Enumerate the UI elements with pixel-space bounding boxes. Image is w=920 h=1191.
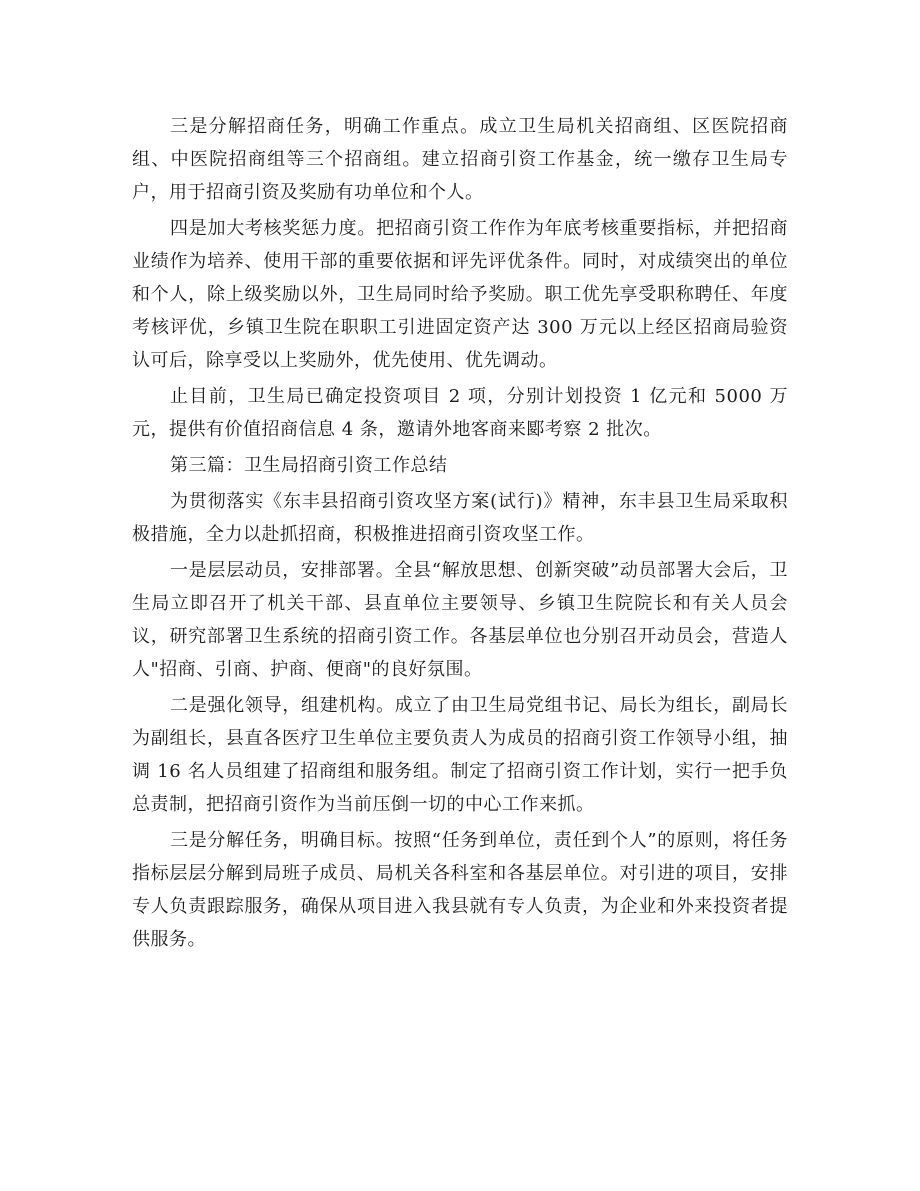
paragraph-targets: 三是分解任务，明确目标。按照“任务到单位，责任到个人”的原则，将任务指标层层分解到局班子成员、局机关各科室和各基层单位。对引进的项目，安排专人负责跟踪服务，确保从项目进入我县就有专人负责，为企业和外来投资者提供服务。 xyxy=(132,830,788,950)
paragraph-progress: 止目前，卫生局已确定投资项目 2 项，分别计划投资 1 亿元和 5000 万元，提供有价值招商信息 4 条，邀请外地客商来郾考察 2 批次。 xyxy=(132,386,788,440)
paragraph-intro: 为贯彻落实《东丰县招商引资攻坚方案(试行)》精神，东丰县卫生局采取积极措施，全力以赴抓招商，积极推进招商引资攻坚工作。 xyxy=(132,491,788,545)
paragraph-mobilization: 一是层层动员，安排部署。全县“解放思想、创新突破”动员部署大会后，卫生局立即召开了机关干部、县直单位主要领导、乡镇卫生院院长和有关人员会议，研究部署卫生系统的招商引资工作。各基层单位也分别召开动员会，营造人人"招商、引商、护商、便商"的良好氛围。 xyxy=(132,560,788,680)
paragraph-task-breakdown: 三是分解招商任务，明确工作重点。成立卫生局机关招商组、区医院招商组、中医院招商组等三个招商组。建立招商引资工作基金，统一缴存卫生局专户，用于招商引资及奖励有功单位和个人。 xyxy=(132,116,788,203)
section-heading: 第三篇：卫生局招商引资工作总结 xyxy=(170,455,448,476)
document-body xyxy=(132,110,788,959)
paragraph-assessment: 四是加大考核奖惩力度。把招商引资工作作为年底考核重要指标，并把招商业绩作为培养、使用干部的重要依据和评先评优条件。同时，对成绩突出的单位和个人，除上级奖励以外，卫生局同时给予奖励。职工优先享受职称聘任、年度考核评优，乡镇卫生院在职职工引进固定资产达 300 万元以上经区招商局验资认可后，除享受以上奖励外，优先使用、优先调动。 xyxy=(132,218,788,371)
paragraph-leadership: 二是强化领导，组建机构。成立了由卫生局党组书记、局长为组长，副局长为副组长，县直各医疗卫生单位主要负责人为成员的招商引资工作领导小组，抽调 16 名人员组建了招商组和服务组。制定了招商引资工作计划，实行一把手负总责制，把招商引资作为当前压倒一切的中心工作来抓。 xyxy=(132,695,788,815)
